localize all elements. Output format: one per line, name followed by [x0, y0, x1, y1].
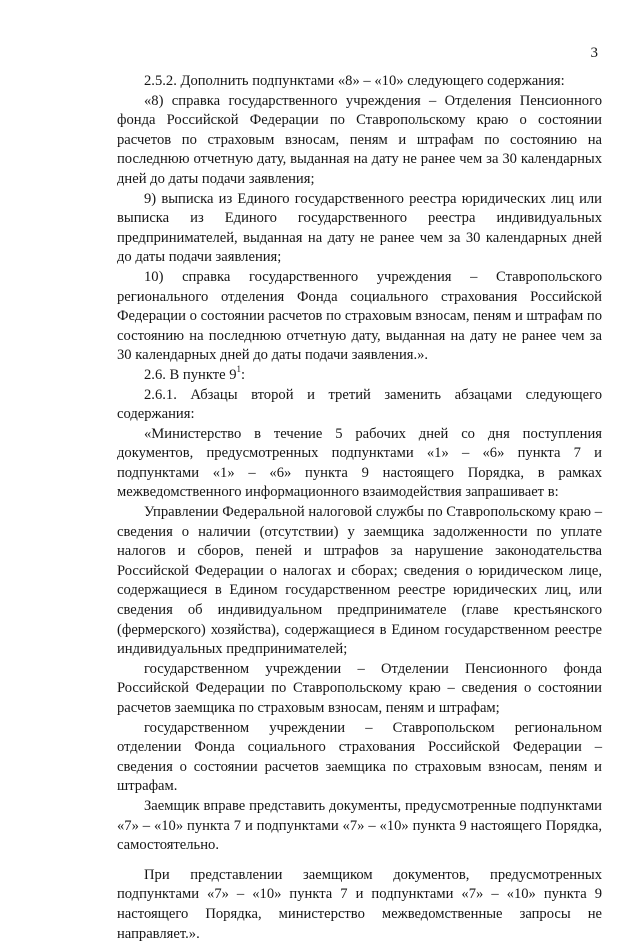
section-2-5-2-heading: 2.5.2. Дополнить подпунктами «8» – «10» следующего содержания: — [144, 73, 565, 89]
borrower-documents-paragraph: Заемщик вправе представить документы, предусмотренные подпунктами «7» – «10» пункта 7 и подпунктами «7» – «10» пункта 9 настоящего Порядка, самостоятельно. — [117, 797, 602, 854]
page-number: 3 — [590, 45, 598, 61]
subitem-9: 9) выписка из Единого государственного реестра юридических лиц или выписка из Единого государственного реестра индивидуальных предпринимателей, выданная на дату не ранее чем за 30 календарных дней до даты подачи заявления; — [117, 190, 602, 266]
section-2-6-suffix: : — [241, 366, 246, 383]
social-insurance-paragraph: государственном учреждении – Ставропольском региональном отделении Фонда социального страхования Российской Федерации – сведения о состоянии расчетов заемщика по страховым взносам, пеням и штрафам. — [117, 719, 602, 795]
ministry-request-paragraph: «Министерство в течение 5 рабочих дней со дня поступления документов, предусмотренных подпунктами «1» – «6» пункта 7 и подпунктами «1» – «6» пункта 9 настоящего Порядка, в рамках межведомственного информационного взаимодействия запрашивает в: — [117, 425, 602, 501]
tax-service-paragraph: Управлении Федеральной налоговой службы по Ставропольскому краю – сведения о наличии (отсутствии) у заемщика задолженности по уплате налогов и сборов, пеней и штрафов за нарушение законодательства Российской Федерации о налогах и сборах; сведения о юридическом лице, содержащиеся в Едином государственном реестре юридических лиц, или сведения об индивидуальном предпринимателе (главе крестьянского (фермерского) хозяйства), содержащиеся в Едином государственном реестре индивидуальных предпринимателей; — [117, 504, 602, 658]
pension-fund-paragraph: государственном учреждении – Отделении Пенсионного фонда Российской Федерации по Ставропольскому краю – сведения о состоянии расчетов заемщика по страховым взносам, пеням и штрафам; — [117, 660, 602, 716]
section-2-6-superscript: 1 — [236, 364, 242, 375]
subitem-8: «8) справка государственного учреждения – Отделения Пенсионного фонда Российской Федерации по Ставропольскому краю о состоянии расчетов по страховым взносам, пеням и штрафам по состоянию на последнюю отчетную дату, выданная на дату не ранее чем за 30 календарных дней до даты подачи заявления; — [117, 92, 602, 187]
section-2-6-text: 2.6. В пункте 9 — [144, 366, 237, 383]
subitem-10: 10) справка государственного учреждения – Ставропольского регионального отделения Фонда социального страхования Российской Федерации о состоянии расчетов по страховым взносам, пеням и штрафам по состоянию на последнюю отчетную дату, выданная на дату не ранее чем за 30 календарных дней до даты подачи заявления.». — [117, 268, 602, 364]
requests-not-sent-paragraph: При представлении заемщиком документов, предусмотренных подпунктами «7» – «10» пункта 7 и подпунктами «7» – «10» пункта 9 настоящего Порядка, министерство межведомственные запросы не направляет.». — [117, 866, 602, 942]
section-2-6-1-heading: 2.6.1. Абзацы второй и третий заменить абзацами следующего содержания: — [117, 386, 602, 423]
document-body — [117, 72, 602, 944]
section-2-6-heading — [117, 366, 602, 386]
